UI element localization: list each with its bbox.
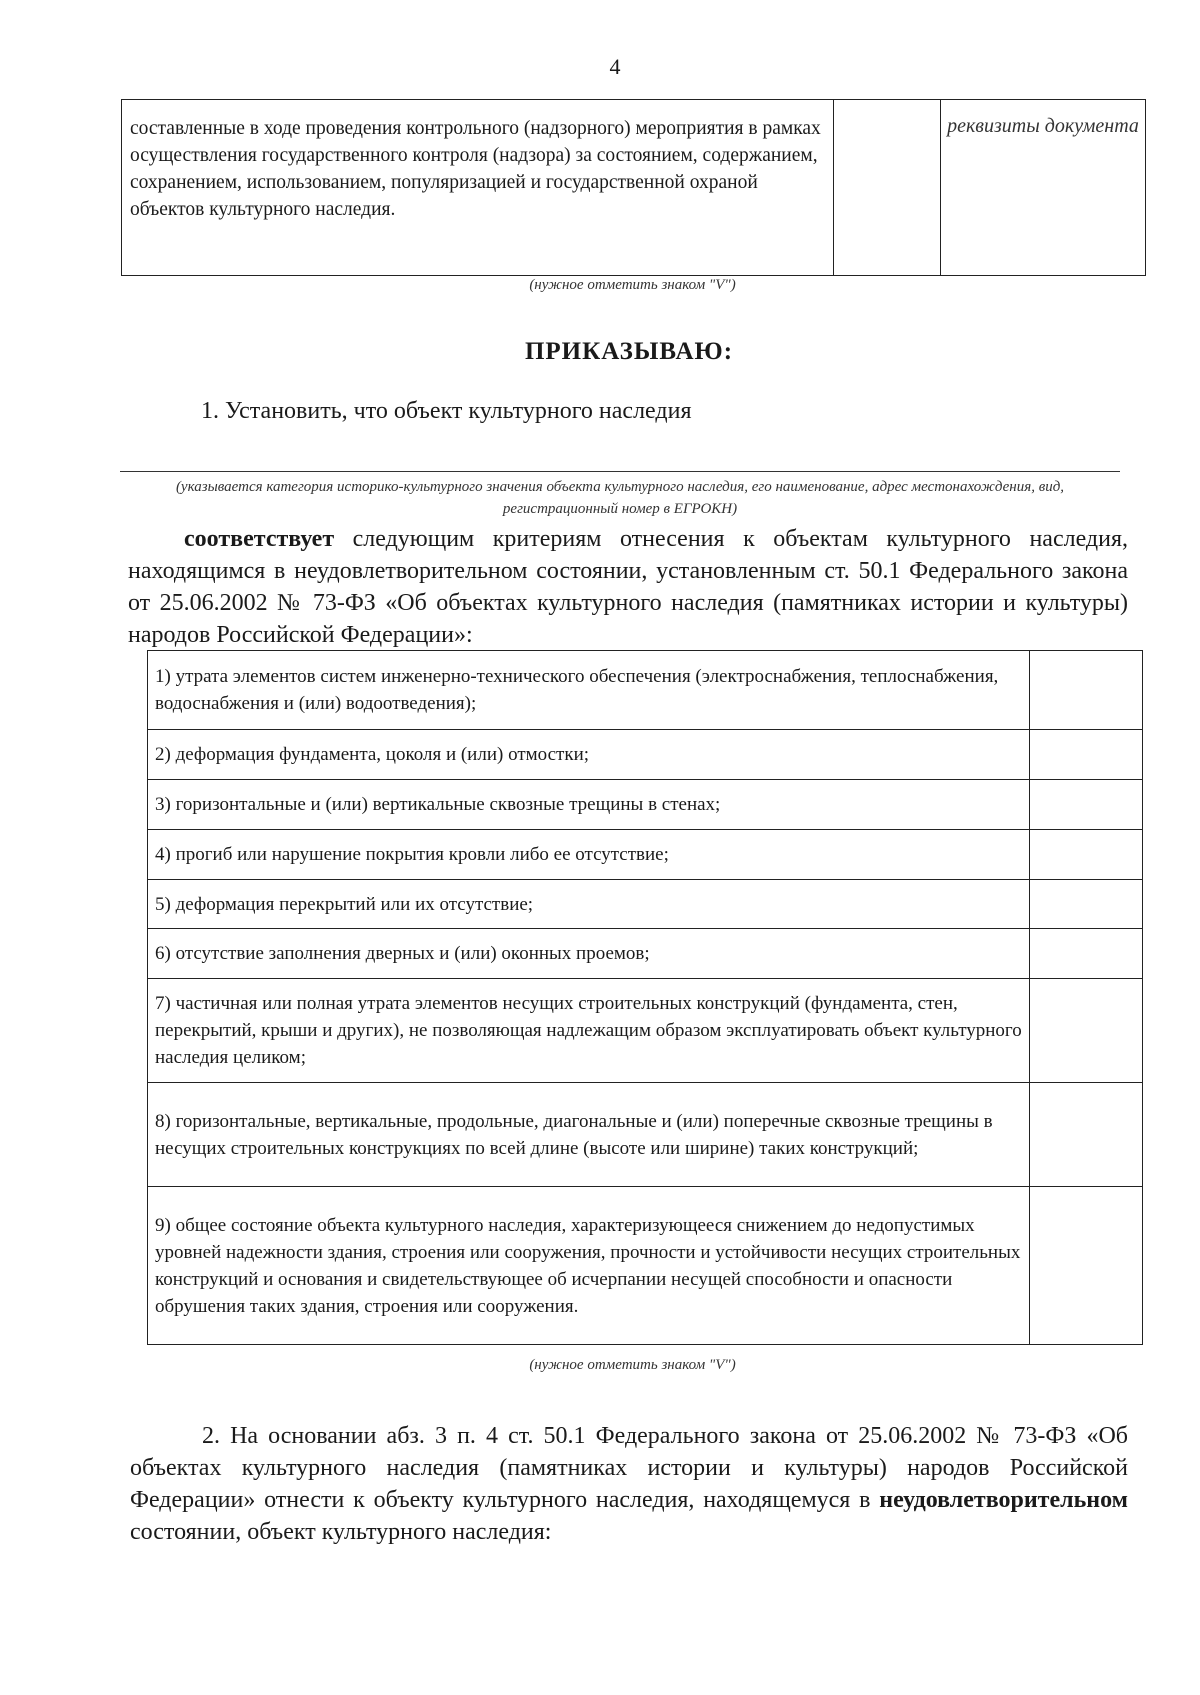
page-number: 4 — [609, 54, 621, 79]
paragraph-2-bold: неудовлетворительном — [879, 1487, 1128, 1513]
criterion-checkbox[interactable] — [1030, 830, 1143, 880]
order-heading: ПРИКАЗЫВАЮ: — [524, 338, 734, 365]
paragraph-2-text-end: состоянии, объект культурного наследия: — [130, 1519, 552, 1545]
fill-in-hint: (указывается категория историко-культурного значения объекта культурного наследия, его наименование, адрес местонахождения, вид, регистрационный номер в ЕГРОКН) — [175, 479, 1065, 517]
table-row — [148, 651, 1143, 730]
criterion-text: 9) общее состояние объекта культурного наследия, характеризующееся снижением до недопустимых уровней надежности здания, строения или сооружения, прочности и устойчивости несущих строительных конструкций и основания и свидетельствующее об исчерпании несущей способности и опасности обрушения таких здания, строения или сооружения. — [148, 1187, 1030, 1345]
criterion-checkbox[interactable] — [1030, 1083, 1143, 1187]
paragraph-2-text-start: 2. На основании абз. 3 п. 4 ст. 50.1 Федерального закона от 25.06.2002 № 73-ФЗ «Об объектах культурного наследия (памятниках истории и культуры) народов Российской Федерации» отнести к объекту культурного наследия, находящемуся в — [130, 1423, 1128, 1513]
table-row — [148, 830, 1143, 880]
criterion-text: 1) утрата элементов систем инженерно-технического обеспечения (электроснабжения, теплоснабжения, водоснабжения и (или) водоотведения); — [148, 651, 1030, 730]
criterion-checkbox[interactable] — [1030, 929, 1143, 979]
criterion-text: 6) отсутствие заполнения дверных и (или) оконных проемов; — [148, 929, 1030, 979]
mark-instruction-note: (нужное отметить знаком "V") — [529, 1357, 736, 1373]
criterion-text: 5) деформация перекрытий или их отсутствие; — [148, 880, 1030, 929]
table-row — [148, 929, 1143, 979]
table-row — [122, 100, 1146, 276]
criteria-intro-text: следующим критериям отнесения к объектам культурного наследия, находящимся в неудовлетворительном состоянии, установленным ст. 50.1 Федерального закона от 25.06.2002 № 73-ФЗ «Об объектах культурного наследия (памятниках истории и культуры) народов Российской Федерации»: — [128, 526, 1128, 648]
table-row — [148, 780, 1143, 830]
criterion-checkbox[interactable] — [1030, 1187, 1143, 1345]
table-row — [148, 979, 1143, 1083]
criteria-table — [147, 650, 1143, 1345]
table-row — [148, 1187, 1143, 1345]
mark-instruction-note: (нужное отметить знаком "V") — [529, 277, 736, 293]
criterion-text: 7) частичная или полная утрата элементов несущих строительных конструкций (фундамента, стен, перекрытий, крыши и других), не позволяющая надлежащим образом эксплуатировать объект культурного наследия целиком; — [148, 979, 1030, 1083]
criterion-checkbox[interactable] — [1030, 880, 1143, 929]
fill-in-line[interactable] — [120, 471, 1120, 472]
criteria-intro — [128, 523, 1128, 651]
table-row — [148, 880, 1143, 929]
table-row — [148, 1083, 1143, 1187]
mark-checkbox-cell[interactable] — [833, 100, 940, 276]
criteria-intro-bold: соответствует — [184, 526, 335, 552]
table-row — [148, 730, 1143, 780]
document-description-cell: составленные в ходе проведения контрольного (надзорного) мероприятия в рамках осуществления государственного контроля (надзора) за состоянием, содержанием, сохранением, использованием, популяризацией и государственной охраной объектов культурного наследия. — [122, 100, 834, 276]
criterion-text: 4) прогиб или нарушение покрытия кровли либо ее отсутствие; — [148, 830, 1030, 880]
criterion-checkbox[interactable] — [1030, 651, 1143, 730]
criterion-text: 8) горизонтальные, вертикальные, продольные, диагональные и (или) поперечные сквозные трещины в несущих строительных конструкциях по всей длине (высоте или ширине) таких конструкций; — [148, 1083, 1030, 1187]
criterion-text: 2) деформация фундамента, цоколя и (или) отмостки; — [148, 730, 1030, 780]
document-type-table — [121, 99, 1146, 276]
document-requisites-cell[interactable]: реквизиты документа — [940, 100, 1145, 276]
criterion-checkbox[interactable] — [1030, 979, 1143, 1083]
criterion-checkbox[interactable] — [1030, 730, 1143, 780]
paragraph-2 — [130, 1420, 1128, 1548]
paragraph-1: 1. Установить, что объект культурного наследия — [201, 398, 692, 424]
criterion-checkbox[interactable] — [1030, 780, 1143, 830]
criterion-text: 3) горизонтальные и (или) вертикальные сквозные трещины в стенах; — [148, 780, 1030, 830]
